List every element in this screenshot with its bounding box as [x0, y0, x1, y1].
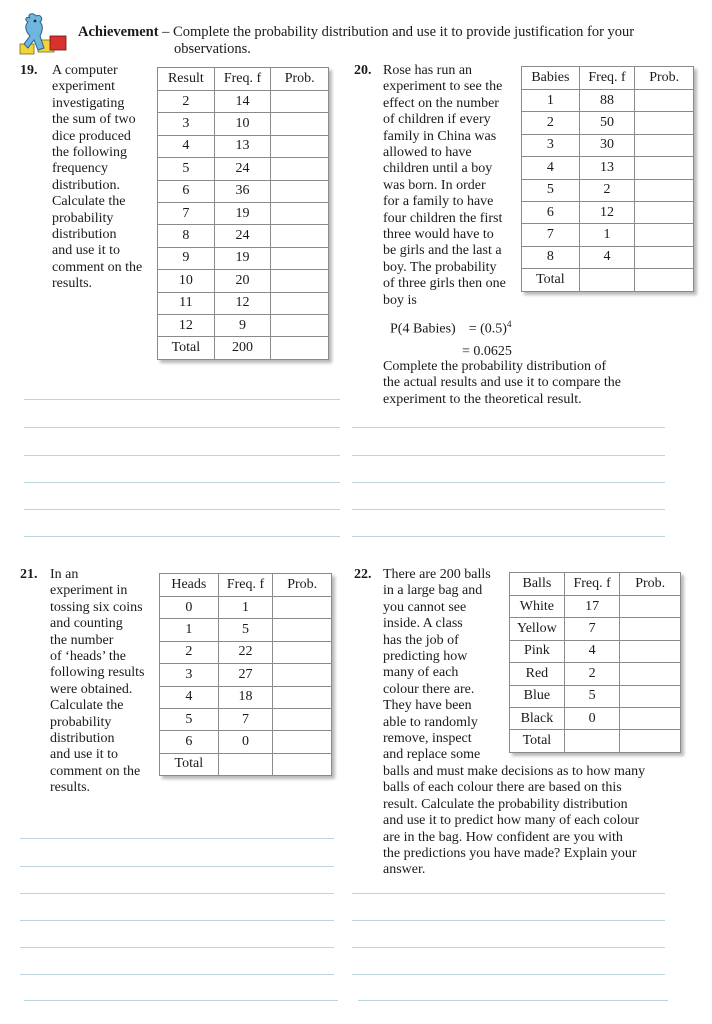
prob-cell[interactable]: [635, 246, 694, 268]
table-cell: Black: [510, 707, 565, 729]
table-cell: 1: [218, 597, 273, 619]
table-total-row: [160, 753, 332, 775]
prob-cell[interactable]: [635, 179, 694, 201]
q22-question-text-continued: [383, 764, 683, 879]
text-line: result. Calculate the probability distribution: [383, 796, 628, 812]
text-line: the sum of two: [52, 112, 136, 128]
table-row: [522, 201, 694, 223]
table-cell: 0: [160, 597, 219, 619]
prob-cell[interactable]: [620, 596, 681, 618]
prob-cell[interactable]: [271, 270, 329, 292]
prob-cell[interactable]: [620, 640, 681, 662]
text-line: boy is: [383, 292, 417, 308]
mascot-figure-icon: [16, 12, 72, 58]
text-line: and use it to: [52, 243, 121, 259]
table-cell: 2: [158, 91, 215, 113]
text-line: experiment: [52, 79, 115, 95]
table-cell: 4: [158, 135, 215, 157]
prob-cell[interactable]: [271, 202, 329, 224]
table-cell: Total: [160, 753, 219, 775]
writing-line[interactable]: [24, 1000, 338, 1001]
q20-formula-rhs2: = 0.0625: [462, 343, 512, 359]
prob-cell[interactable]: Prob.: [620, 573, 681, 596]
text-line: Calculate the: [52, 194, 126, 210]
table-row: [510, 640, 681, 662]
table-cell: 8: [158, 225, 215, 247]
table-row: [158, 91, 329, 113]
prob-cell[interactable]: [635, 224, 694, 246]
table-cell: Yellow: [510, 618, 565, 640]
q22-frequency-table: [509, 572, 681, 753]
achievement-label: Achievement: [78, 24, 159, 40]
table-cell: Total: [522, 269, 580, 291]
text-line: the predictions you have made? Explain your: [383, 846, 637, 862]
table-cell: 30: [579, 134, 635, 156]
writing-line[interactable]: [20, 893, 334, 894]
text-line: were obtained.: [50, 681, 133, 697]
writing-line[interactable]: [352, 947, 665, 948]
text-line: for a family to have: [383, 194, 494, 210]
prob-cell[interactable]: [620, 618, 681, 640]
text-line: predicting how: [383, 649, 468, 665]
text-line: you cannot see: [383, 599, 467, 615]
prob-cell[interactable]: [271, 158, 329, 180]
prob-cell[interactable]: Prob.: [635, 67, 694, 90]
text-line: and use it to: [50, 747, 119, 763]
table-row: [160, 686, 332, 708]
table-cell: 4: [522, 157, 580, 179]
table-row: [510, 663, 681, 685]
table-row: [160, 619, 332, 641]
table-cell: 3: [160, 664, 219, 686]
text-line: balls and must make decisions as to how many: [383, 764, 646, 779]
text-line: are in the bag. How confident are you with: [383, 829, 623, 845]
text-line: A computer: [52, 63, 118, 78]
table-row: [160, 597, 332, 619]
prob-cell[interactable]: [273, 731, 332, 753]
table-cell: 1: [160, 619, 219, 641]
writing-line[interactable]: [24, 455, 340, 456]
table-row: [522, 179, 694, 201]
table-total-row: [158, 337, 329, 359]
q19-number: 19.: [20, 63, 38, 78]
writing-line[interactable]: [24, 399, 340, 400]
text-line: allowed to have: [383, 145, 472, 161]
text-line: balls of each colour there are based on this: [383, 780, 622, 796]
prob-cell[interactable]: [273, 619, 332, 641]
q22-number: 22.: [354, 567, 372, 582]
q20-formula-exponent: 4: [506, 319, 512, 329]
writing-line[interactable]: [352, 893, 665, 894]
text-line: In an: [50, 567, 79, 582]
prob-cell[interactable]: [273, 641, 332, 663]
table-cell: 2: [579, 179, 635, 201]
text-line: children until a boy: [383, 161, 493, 177]
table-cell: Freq. f: [218, 574, 273, 597]
prob-cell[interactable]: [271, 180, 329, 202]
table-cell: 3: [158, 113, 215, 135]
table-cell: Freq. f: [214, 68, 271, 91]
text-line: Complete the probability distribution of: [383, 359, 607, 374]
table-cell: [564, 730, 620, 752]
q21-frequency-table: [159, 573, 332, 776]
writing-line[interactable]: [20, 974, 334, 975]
prob-cell[interactable]: Prob.: [271, 68, 329, 91]
table-total-row: [522, 269, 694, 291]
writing-line[interactable]: [20, 920, 334, 921]
prob-cell[interactable]: [273, 753, 332, 775]
writing-line[interactable]: [20, 838, 334, 839]
text-line: Calculate the: [50, 698, 124, 714]
table-cell: 36: [214, 180, 271, 202]
text-line: colour there are.: [383, 681, 475, 697]
text-line: answer.: [383, 862, 426, 878]
text-line: comment on the: [52, 259, 143, 275]
writing-line[interactable]: [20, 866, 334, 867]
prob-cell[interactable]: [635, 112, 694, 134]
prob-cell[interactable]: [273, 686, 332, 708]
prob-cell[interactable]: [271, 91, 329, 113]
text-line: and replace some: [383, 747, 481, 763]
text-line: following results: [50, 665, 145, 681]
table-cell: 12: [579, 201, 635, 223]
table-row: [158, 225, 329, 247]
table-cell: 88: [579, 90, 635, 112]
table-cell: 1: [579, 224, 635, 246]
text-line: dice produced: [52, 128, 131, 144]
table-row: [522, 112, 694, 134]
q21-number: 21.: [20, 567, 38, 582]
text-line: There are 200 balls: [383, 567, 491, 582]
table-cell: Total: [158, 337, 215, 359]
q20-instruction-text: [383, 359, 683, 408]
text-line: distribution.: [52, 177, 121, 193]
table-cell: 2: [160, 641, 219, 663]
table-cell: 17: [564, 596, 620, 618]
table-cell: 18: [218, 686, 273, 708]
text-line: comment on the: [50, 763, 141, 779]
text-line: experiment in: [50, 583, 128, 599]
table-row: [522, 90, 694, 112]
writing-line[interactable]: [352, 920, 665, 921]
table-row: [158, 113, 329, 135]
table-row: [160, 664, 332, 686]
table-cell: 0: [564, 707, 620, 729]
text-line: remove, inspect: [383, 731, 472, 747]
prob-cell[interactable]: [620, 685, 681, 707]
writing-line[interactable]: [352, 455, 665, 456]
prob-cell[interactable]: [620, 730, 681, 752]
text-line: frequency: [52, 161, 108, 177]
text-line: many of each: [383, 665, 459, 681]
table-cell: 5: [218, 619, 273, 641]
text-line: of ‘heads’ the: [50, 649, 126, 665]
table-cell: 2: [522, 112, 580, 134]
text-line: the actual results and use it to compare the: [383, 375, 621, 391]
text-line: in a large bag and: [383, 583, 483, 599]
table-cell: 9: [214, 314, 271, 336]
text-line: was born. In order: [383, 177, 486, 193]
table-row: [160, 731, 332, 753]
writing-line[interactable]: [358, 1000, 668, 1001]
table-header-row: [510, 573, 681, 596]
text-line: able to randomly: [383, 714, 478, 730]
writing-line[interactable]: [24, 509, 340, 510]
q20-number: 20.: [354, 63, 372, 78]
table-cell: Result: [158, 68, 215, 91]
prob-cell[interactable]: [271, 225, 329, 247]
table-row: [158, 202, 329, 224]
writing-line[interactable]: [24, 536, 340, 537]
table-cell: 12: [158, 314, 215, 336]
table-cell: 5: [160, 708, 219, 730]
table-cell: 6: [522, 201, 580, 223]
text-line: They have been: [383, 698, 472, 714]
q19-frequency-table: [157, 67, 329, 360]
table-row: [522, 134, 694, 156]
table-row: [158, 180, 329, 202]
text-line: Rose has run an: [383, 63, 473, 78]
text-line: investigating: [52, 95, 125, 111]
writing-line[interactable]: [352, 974, 665, 975]
table-cell: Heads: [160, 574, 219, 597]
table-row: [158, 292, 329, 314]
text-line: distribution: [50, 731, 115, 747]
table-cell: 27: [218, 664, 273, 686]
table-row: [522, 157, 694, 179]
text-line: three would have to: [383, 227, 494, 243]
table-cell: 2: [564, 663, 620, 685]
text-line: the number: [50, 632, 114, 648]
table-cell: 4: [564, 640, 620, 662]
table-cell: 24: [214, 225, 271, 247]
prob-cell[interactable]: [271, 135, 329, 157]
q20-formula: [390, 315, 640, 361]
q19-question-text: [52, 63, 154, 293]
writing-line[interactable]: [24, 427, 340, 428]
prob-cell[interactable]: [635, 269, 694, 291]
table-cell: Red: [510, 663, 565, 685]
prob-cell[interactable]: [273, 708, 332, 730]
writing-line[interactable]: [352, 536, 665, 537]
header-instruction-line1: Complete the probability distribution and use it to provide justification for your: [173, 24, 635, 40]
table-cell: 14: [214, 91, 271, 113]
table-row: [158, 270, 329, 292]
header-instruction-line2: observations.: [174, 41, 251, 57]
table-cell: Freq. f: [579, 67, 635, 90]
prob-cell[interactable]: [273, 664, 332, 686]
table-cell: 5: [522, 179, 580, 201]
text-line: distribution: [52, 227, 117, 243]
table-cell: 7: [564, 618, 620, 640]
table-cell: 200: [214, 337, 271, 359]
table-cell: 13: [214, 135, 271, 157]
prob-cell[interactable]: [635, 90, 694, 112]
table-cell: 50: [579, 112, 635, 134]
table-cell: 13: [579, 157, 635, 179]
text-line: results.: [52, 276, 93, 292]
table-row: [522, 246, 694, 268]
prob-cell[interactable]: [273, 597, 332, 619]
prob-cell[interactable]: [620, 707, 681, 729]
writing-line[interactable]: [352, 509, 665, 510]
table-total-row: [510, 730, 681, 752]
prob-cell[interactable]: [635, 134, 694, 156]
achievement-header: [78, 24, 678, 58]
table-row: [160, 708, 332, 730]
q22-question-text: [383, 567, 507, 764]
writing-line[interactable]: [20, 947, 334, 948]
table-cell: 10: [214, 113, 271, 135]
table-cell: 11: [158, 292, 215, 314]
text-line: has the job of: [383, 632, 459, 648]
table-cell: 19: [214, 247, 271, 269]
text-line: effect on the number: [383, 95, 499, 111]
text-line: experiment to the theoretical result.: [383, 391, 582, 407]
q20-formula-rhs1: = (0.5): [468, 321, 507, 337]
table-cell: 0: [218, 731, 273, 753]
prob-cell[interactable]: [271, 337, 329, 359]
text-line: of three girls then one: [383, 276, 506, 292]
text-line: boy. The probability: [383, 259, 497, 275]
writing-line[interactable]: [352, 482, 665, 483]
table-cell: 12: [214, 292, 271, 314]
table-cell: Blue: [510, 685, 565, 707]
table-cell: 5: [564, 685, 620, 707]
table-header-row: [158, 68, 329, 91]
text-line: four children the first: [383, 210, 503, 226]
text-line: probability: [52, 210, 114, 226]
table-cell: 6: [158, 180, 215, 202]
table-cell: [218, 753, 273, 775]
table-row: [158, 314, 329, 336]
prob-cell[interactable]: [635, 201, 694, 223]
table-row: [510, 707, 681, 729]
table-row: [510, 618, 681, 640]
table-cell: 19: [214, 202, 271, 224]
prob-cell[interactable]: [271, 292, 329, 314]
table-row: [158, 247, 329, 269]
prob-cell[interactable]: [620, 663, 681, 685]
table-cell: 22: [218, 641, 273, 663]
table-cell: [579, 269, 635, 291]
text-line: the following: [52, 145, 128, 161]
q20-formula-lhs: P(4 Babies): [390, 321, 456, 337]
table-cell: Pink: [510, 640, 565, 662]
writing-line[interactable]: [24, 482, 340, 483]
q20-frequency-table: [521, 66, 694, 292]
text-line: and counting: [50, 616, 123, 632]
table-header-row: [160, 574, 332, 597]
prob-cell[interactable]: [635, 157, 694, 179]
text-line: family in China was: [383, 128, 497, 144]
table-cell: 24: [214, 158, 271, 180]
table-cell: White: [510, 596, 565, 618]
table-cell: 3: [522, 134, 580, 156]
table-cell: 7: [218, 708, 273, 730]
table-cell: Babies: [522, 67, 580, 90]
text-line: inside. A class: [383, 616, 463, 632]
q21-question-text: [50, 567, 156, 797]
writing-line[interactable]: [352, 427, 665, 428]
text-line: tossing six coins: [50, 599, 143, 615]
text-line: be girls and the last a: [383, 243, 502, 259]
table-cell: 10: [158, 270, 215, 292]
q20-question-text: [383, 63, 519, 309]
prob-cell[interactable]: [271, 314, 329, 336]
table-cell: 1: [522, 90, 580, 112]
table-cell: Total: [510, 730, 565, 752]
text-line: and use it to predict how many of each colour: [383, 813, 640, 829]
table-cell: 9: [158, 247, 215, 269]
table-row: [160, 641, 332, 663]
table-row: [158, 135, 329, 157]
table-cell: Freq. f: [564, 573, 620, 596]
text-line: results.: [50, 780, 91, 796]
table-cell: 6: [160, 731, 219, 753]
table-header-row: [522, 67, 694, 90]
prob-cell[interactable]: [271, 113, 329, 135]
table-row: [510, 596, 681, 618]
table-cell: 4: [160, 686, 219, 708]
prob-cell[interactable]: [271, 247, 329, 269]
text-line: experiment to see the: [383, 79, 503, 95]
table-cell: Balls: [510, 573, 565, 596]
text-line: of children if every: [383, 112, 491, 128]
table-row: [522, 224, 694, 246]
prob-cell[interactable]: Prob.: [273, 574, 332, 597]
text-line: probability: [50, 714, 112, 730]
table-row: [510, 685, 681, 707]
table-cell: 8: [522, 246, 580, 268]
table-cell: 5: [158, 158, 215, 180]
table-cell: 20: [214, 270, 271, 292]
table-row: [158, 158, 329, 180]
table-cell: 7: [522, 224, 580, 246]
table-cell: 7: [158, 202, 215, 224]
table-cell: 4: [579, 246, 635, 268]
header-dash: –: [162, 24, 170, 40]
